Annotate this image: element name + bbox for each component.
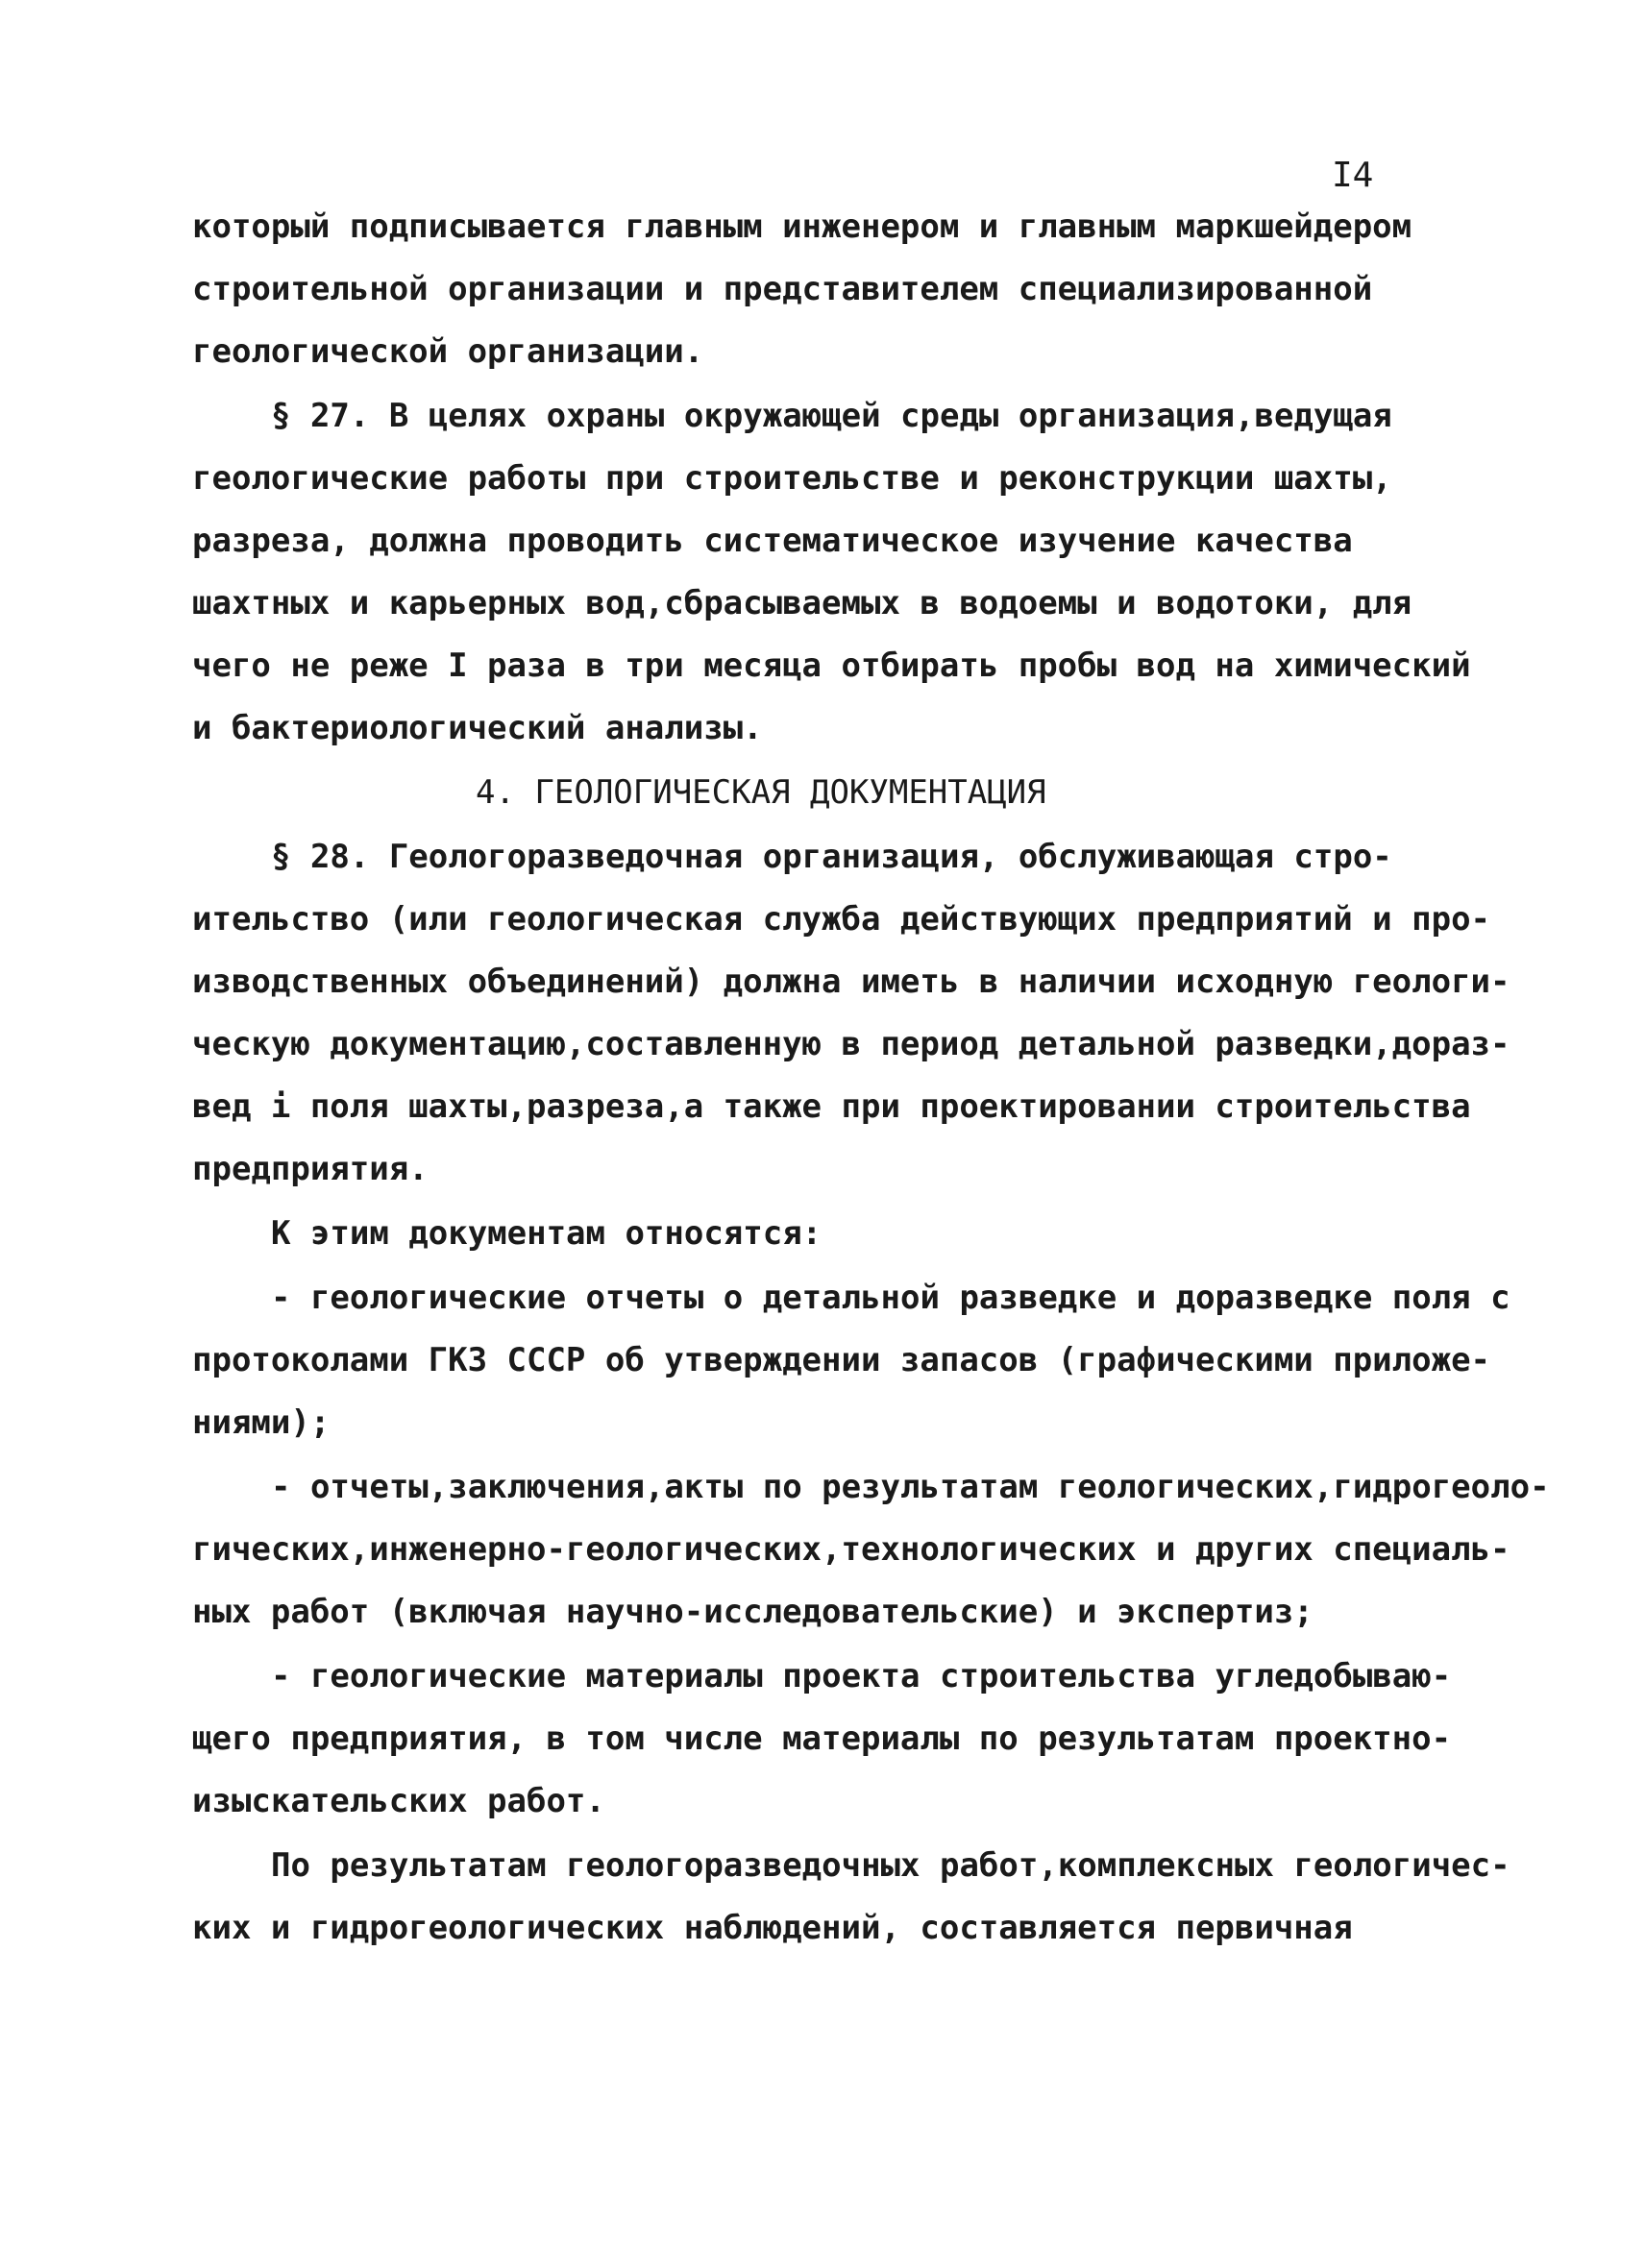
- list-item-geological-reports: - геологические отчеты о детальной разведке и доразведке поля с: [271, 1279, 1510, 1317]
- page-number: I4: [1332, 156, 1374, 195]
- text-line: и бактериологический анализы.: [192, 709, 763, 747]
- text-line: гических,инженерно-геологических,технологических и других специаль-: [192, 1530, 1510, 1569]
- text-line: ческую документацию,составленную в период детальной разведки,дораз-: [192, 1025, 1510, 1063]
- text-line: изыскательских работ.: [192, 1782, 605, 1820]
- text-line: геологической организации.: [192, 332, 704, 371]
- text-line: строительной организации и представителем специализированной: [192, 270, 1373, 308]
- text-line: шахтных и карьерных вод,сбрасываемых в водоемы и водотоки, для: [192, 584, 1412, 622]
- text-line: который подписывается главным инженером и главным маркшейдером: [192, 207, 1412, 246]
- text-line: протоколами ГКЗ СССР об утверждении запасов (графическими приложе-: [192, 1341, 1491, 1379]
- text-line: щего предприятия, в том числе материалы по результатам проектно-: [192, 1719, 1452, 1758]
- paragraph-27-start: § 27. В целях охраны окружающей среды организация,ведущая: [271, 397, 1392, 435]
- list-item-reports-conclusions: - отчеты,заключения,акты по результатам геологических,гидрогеоло-: [271, 1468, 1550, 1506]
- list-item-project-materials: - геологические материалы проекта строительства угледобываю-: [271, 1657, 1452, 1695]
- text-line: ниями);: [192, 1403, 331, 1442]
- list-intro: К этим документам относятся:: [271, 1214, 822, 1253]
- closing-paragraph: По результатам геологоразведочных работ,комплексных геологичес-: [271, 1846, 1510, 1885]
- text-line: ких и гидрогеологических наблюдений, составляется первичная: [192, 1909, 1353, 1947]
- text-line: геологические работы при строительстве и реконструкции шахты,: [192, 459, 1392, 498]
- text-line: ных работ (включая научно-исследовательские) и экспертиз;: [192, 1593, 1314, 1631]
- text-line: ительство (или геологическая служба действующих предприятий и про-: [192, 900, 1491, 939]
- text-line: изводственных объединений) должна иметь в наличии исходную геологи-: [192, 963, 1510, 1001]
- text-line: разреза, должна проводить систематическое изучение качества: [192, 522, 1353, 560]
- paragraph-28-start: § 28. Геологоразведочная организация, обслуживающая стро-: [271, 838, 1392, 876]
- section-heading: 4. ГЕОЛОГИЧЕСКАЯ ДОКУМЕНТАЦИЯ: [476, 773, 1046, 812]
- text-line: вед і поля шахты,разреза,а также при проектировании строительства: [192, 1087, 1471, 1126]
- text-line: чего не реже I раза в три месяца отбирать пробы вод на химический: [192, 646, 1471, 685]
- text-line: предприятия.: [192, 1150, 429, 1188]
